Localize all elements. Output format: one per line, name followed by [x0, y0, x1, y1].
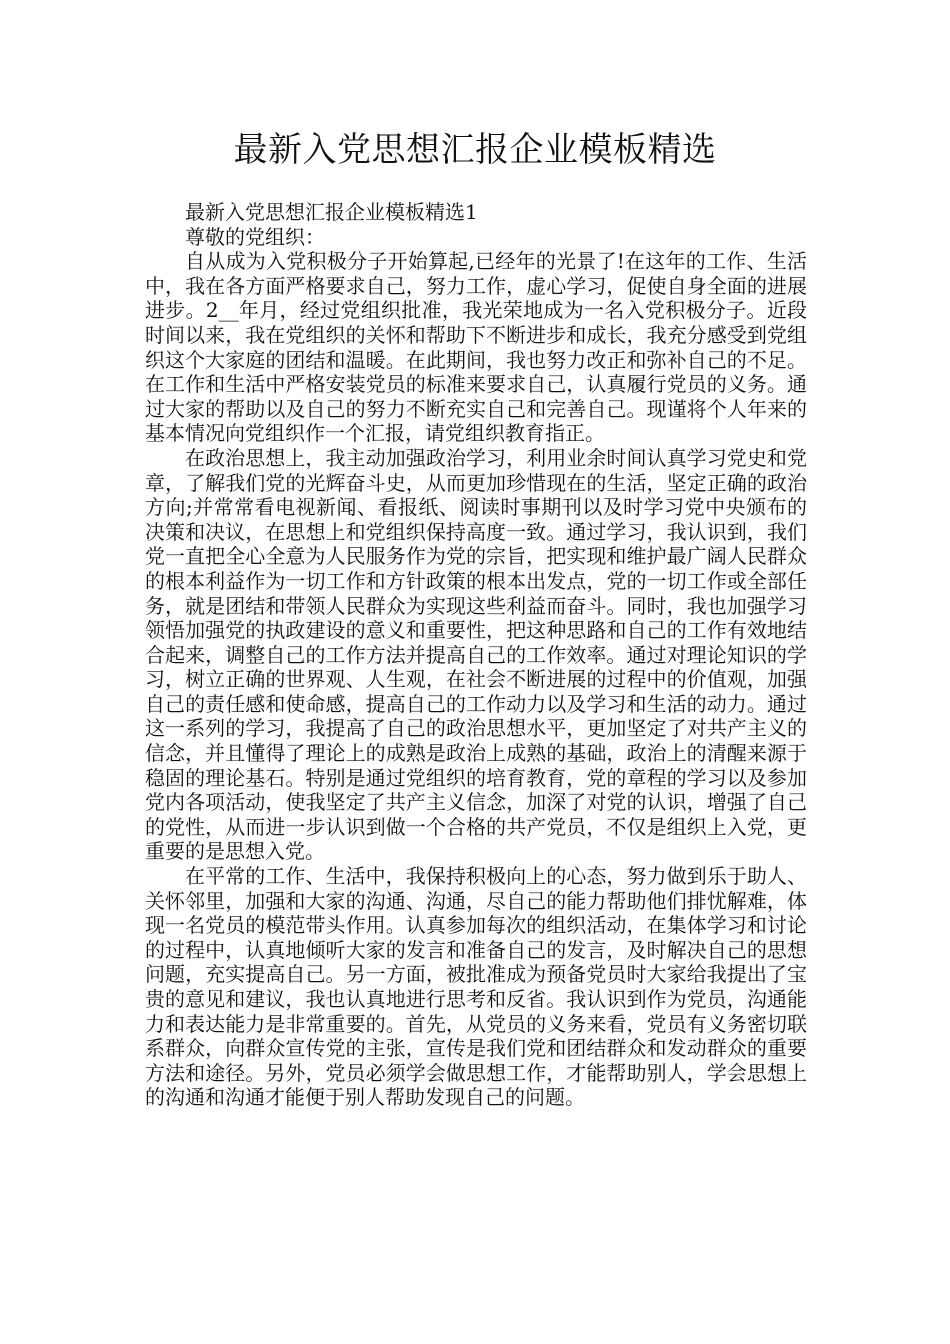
salutation: 尊敬的党组织： — [185, 224, 325, 249]
document-subtitle: 最新入党思想汇报企业模板精选1 — [185, 200, 478, 224]
document-body — [145, 200, 807, 1110]
body-paragraph: 自从成为入党积极分子开始算起,已经年的光景了!在这年的工作、生活中，我在各方面严格要求自己，努力工作，虚心学习，促使自身全面的进展进步。2__年月，经过党组织批准，我光荣地成为一名入党积极分子。近段时间以来，我在党组织的关怀和帮助下不断进步和成长，我充分感受到党组织这个大家庭的团结和温暖。在此期间，我也努力改正和弥补自己的不足。在工作和生活中严格安装党员的标准来要求自己，认真履行党员的义务。通过大家的帮助以及自己的努力不断充实自己和完善自己。现谨将个人年来的基本情况向党组织作一个汇报，请党组织教育指正。 — [145, 249, 807, 446]
body-paragraph: 在平常的工作、生活中，我保持积极向上的心态，努力做到乐于助人、关怀邻里，加强和大家的沟通、沟通，尽自己的能力帮助他们排忧解难，体现一名党员的模范带头作用。认真参加每次的组织活动，在集体学习和讨论的过程中，认真地倾听大家的发言和准备自己的发言，及时解决自己的思想问题，充实提高自己。另一方面，被批准成为预备党员时大家给我提出了宝贵的意见和建议，我也认真地进行思考和反省。我认识到作为党员，沟通能力和表达能力是非常重要的。首先，从党员的义务来看，党员有义务密切联系群众，向群众宣传党的主张，宣传是我们党和团结群众和发动群众的重要方法和途径。另外，党员必须学会做思想工作，才能帮助别人，学会思想上的沟通和沟通才能便于别人帮助发现自己的问题。 — [145, 864, 807, 1110]
document-title: 最新入党思想汇报企业模板精选 — [233, 130, 717, 170]
body-paragraph: 在政治思想上，我主动加强政治学习，利用业余时间认真学习党史和党章，了解我们党的光辉奋斗史，从而更加珍惜现在的生活，坚定正确的政治方向;并常常看电视新闻、看报纸、阅读时事期刊以及时学习党中央颁布的决策和决议，在思想上和党组织保持高度一致。通过学习，我认识到，我们党一直把全心全意为人民服务作为党的宗旨，把实现和维护最广阔人民群众的根本利益作为一切工作和方针政策的根本出发点，党的一切工作或全部任务，就是团结和带领人民群众为实现这些利益而奋斗。同时，我也加强学习领悟加强党的执政建设的意义和重要性，把这种思路和自己的工作有效地结合起来，调整自己的工作方法并提高自己的工作效率。通过对理论知识的学习，树立正确的世界观、人生观，在社会不断进展的过程中的价值观，加强自己的责任感和使命感，提高自己的工作动力以及学习和生活的动力。通过这一系列的学习，我提高了自己的政治思想水平，更加坚定了对共产主义的信念，并且懂得了理论上的成熟是政治上成熟的基础，政治上的清醒来源于稳固的理论基石。特别是通过党组织的培育教育，党的章程的学习以及参加党内各项活动，使我坚定了共产主义信念，加深了对党的认识，增强了自己的党性，从而进一步认识到做一个合格的共产党员，不仅是组织上入党，更重要的是思想入党。 — [145, 445, 807, 864]
